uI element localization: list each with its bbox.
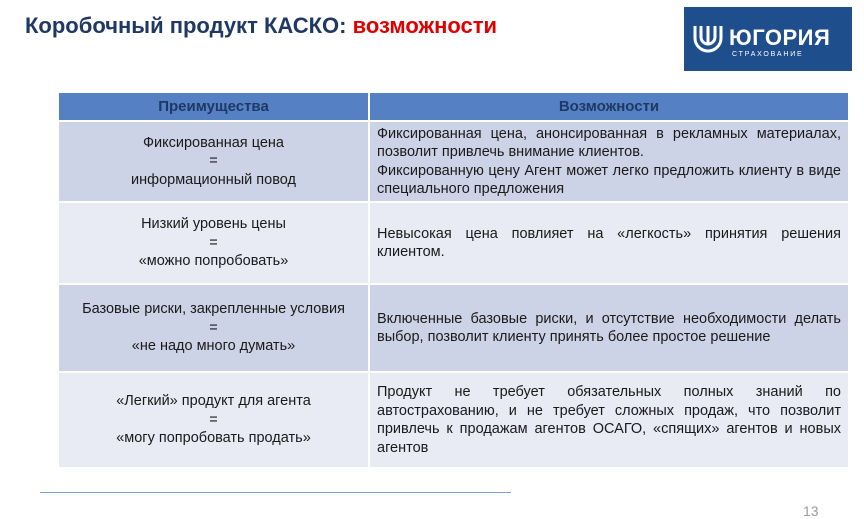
advantages-table: [59, 93, 848, 469]
equals-sign: =: [209, 319, 218, 336]
equals-sign: =: [209, 234, 218, 251]
opportunity-text: Фиксированную цену Агент может легко предложить клиенту в виде специального предложения: [377, 162, 841, 197]
footer-divider: [40, 492, 511, 493]
company-logo: [684, 7, 852, 71]
advantage-cell: [59, 122, 368, 203]
advantage-meaning: «могу попробовать продать»: [116, 430, 311, 447]
header-advantages: Преимущества: [59, 93, 368, 122]
table-row: [59, 285, 848, 373]
advantage-cell: [59, 203, 368, 285]
opportunity-text: Фиксированная цена, анонсированная в рекламных материалах, позволит привлечь внимание клиентов.: [377, 125, 841, 160]
advantage-title: Базовые риски, закрепленные условия: [82, 301, 345, 318]
advantage-meaning: информационный повод: [131, 171, 296, 188]
page-number: 13: [803, 503, 819, 519]
table-row: [59, 373, 848, 469]
header-opportunities: Возможности: [368, 93, 848, 122]
advantage-title: Низкий уровень цены: [141, 216, 286, 233]
opportunity-cell: [368, 122, 848, 203]
yugoria-emblem-icon: [692, 24, 724, 54]
advantage-meaning: «можно попробовать»: [138, 253, 289, 270]
table-row: [59, 203, 848, 285]
advantage-title: «Легкий» продукт для агента: [116, 393, 311, 410]
advantage-title: Фиксированная цена: [143, 134, 284, 151]
equals-sign: =: [209, 153, 218, 170]
advantage-cell: [59, 373, 368, 469]
slide-title: [25, 13, 497, 39]
advantage-cell: [59, 285, 368, 373]
title-main: Коробочный продукт КАСКО:: [25, 13, 347, 38]
equals-sign: =: [209, 411, 218, 428]
table-header-row: [59, 93, 848, 122]
opportunity-text: Невысокая цена повлияет на «легкость» принятия решения клиентом.: [377, 225, 841, 260]
title-accent: возможности: [352, 13, 498, 38]
opportunity-cell: [368, 285, 848, 373]
opportunity-cell: [368, 203, 848, 285]
logo-name: ЮГОРИЯ: [729, 25, 831, 50]
advantage-meaning: «не надо много думать»: [131, 338, 296, 355]
opportunity-text: Продукт не требует обязательных полных знаний по автострахованию, и не требует сложных продаж, что позволит привлечь к продажам агентов ОСАГО, «спящих» агентов и новых агентов: [377, 384, 841, 456]
table-row: [59, 122, 848, 203]
opportunity-cell: [368, 373, 848, 469]
logo-subtitle: СТРАХОВАНИЕ: [732, 51, 804, 58]
opportunity-text: Включенные базовые риски, и отсутствие необходимости делать выбор, позволит клиенту принять более простое решение: [377, 310, 841, 345]
